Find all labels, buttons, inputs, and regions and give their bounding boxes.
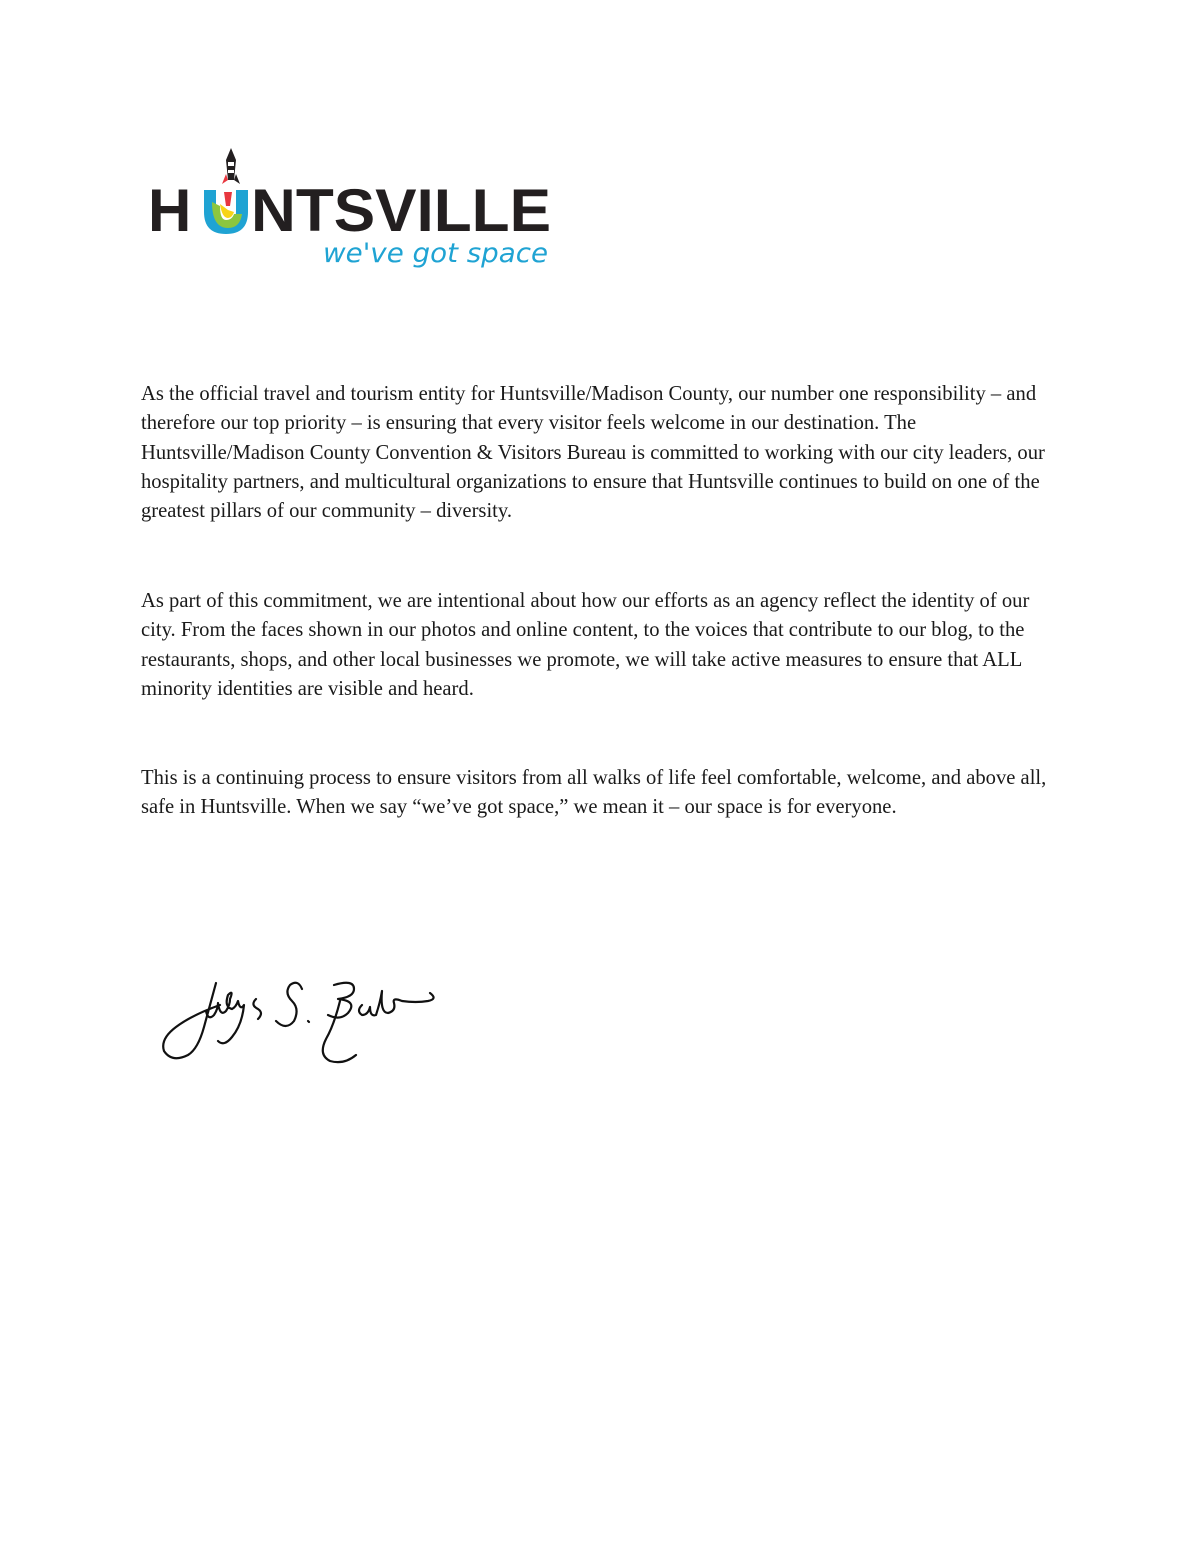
- huntsville-logo: [148, 140, 558, 270]
- logo-tagline: we've got space: [323, 238, 548, 269]
- swirl-u-icon: [204, 190, 248, 234]
- rocket-icon: [222, 148, 240, 184]
- letter-paragraph-3: This is a continuing process to ensure visitors from all walks of life feel comfortable, welcome, and above all, safe in Huntsville. When we say “we’ve got space,” we mean it – our space is for everyone.: [141, 767, 1047, 819]
- signature: [158, 975, 448, 1075]
- logo-letters-ntsville: NTSVILLE: [251, 177, 551, 244]
- letter-paragraph-2: As part of this commitment, we are intentional about how our efforts as an agency reflect the identity of our city. From the faces shown in our photos and online content, to the voices that contribute to our blog, to the restaurants, shops, and other local businesses we promote, we will take active measures to ensure that ALL minority identities are visible and heard.: [141, 590, 1030, 700]
- signature-icon: [158, 975, 448, 1075]
- letter-paragraph-1: As the official travel and tourism entity for Huntsville/Madison County, our number one responsibility – and therefore our top priority – is ensuring that every visitor feels welcome in our destination. The Huntsville/Madison County Convention & Visitors Bureau is committed to working with our city leaders, our hospitality partners, and multicultural organizations to ensure that Huntsville continues to build on one of the greatest pillars of our community – diversity.: [141, 383, 1045, 523]
- logo-letter-h: H: [148, 177, 192, 244]
- huntsville-logo-graphic: [148, 140, 558, 270]
